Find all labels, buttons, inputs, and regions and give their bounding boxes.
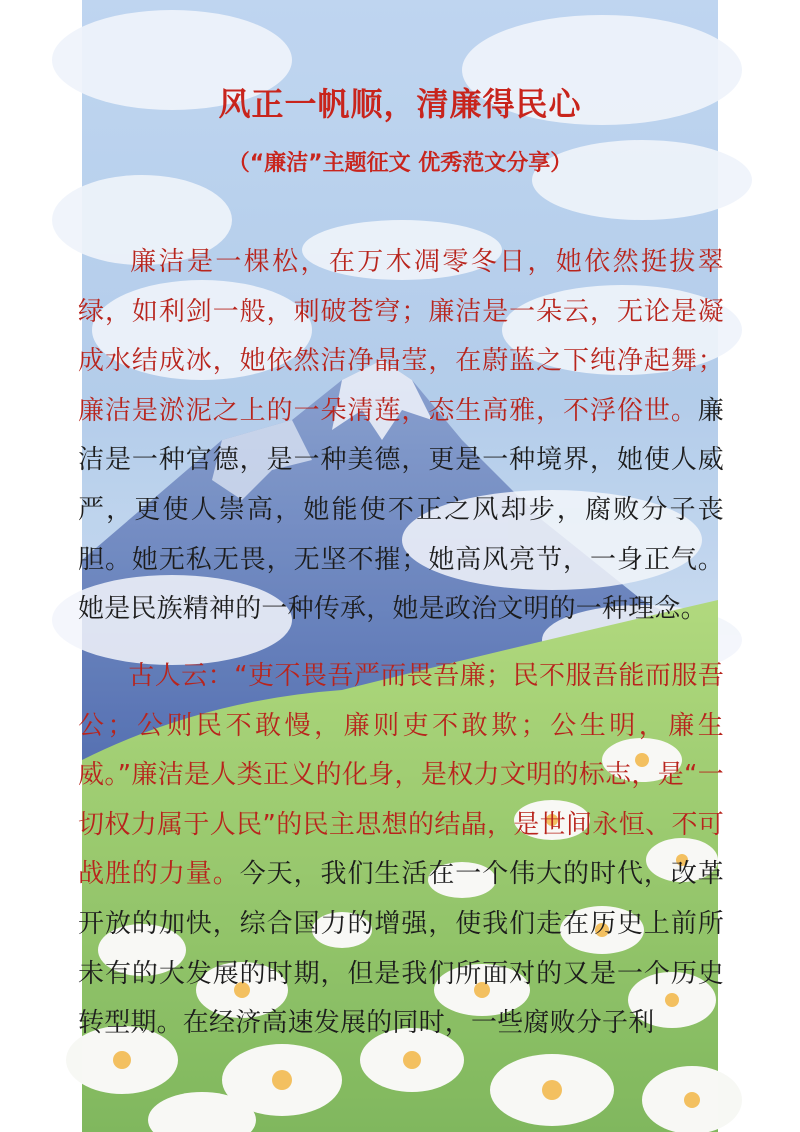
paragraph-2 bbox=[78, 652, 724, 1049]
essay-title: 风正一帆顺，清廉得民心 bbox=[218, 85, 582, 123]
paragraph-1-black-text: 廉洁是一种官德，是一种美德，更是一种境界，她使人威严，更使人崇高，她能使不正之风却步，腐败分子丧胆。她无私无畏，无坚不摧；她高风亮节，一身正气。她是民族精神的一种传承，她是政治文明的一种理念。 bbox=[78, 395, 724, 625]
essay-page bbox=[78, 0, 724, 1132]
paragraph-2-black-text: 今天，我们生活在一个伟大的时代，改革开放的加快，综合国力的增强，使我们走在历史上前所未有的大发展的时期，但是我们所面对的又是一个历史转型期。在经济高速发展的同时，一些腐败分子利 bbox=[78, 859, 724, 1039]
paragraph-2-red-text: 古人云：“吏不畏吾严而畏吾廉；民不服吾能而服吾公；公则民不敢慢，廉则吏不敢欺；公生明，廉生威。”廉洁是人类正义的化身，是权力文明的标志，是“一切权力属于人民”的民主思想的结晶，是世间永恒、不可战胜的力量。 bbox=[78, 661, 724, 890]
paragraph-1-red-text: 廉洁是一棵松，在万木凋零冬日，她依然挺拔翠绿，如利剑一般，刺破苍穹；廉洁是一朵云，无论是凝成水结成冰，她依然洁净晶莹，在蔚蓝之下纯净起舞；廉洁是淤泥之上的一朵清莲，态生高雅，不浮俗世。 bbox=[78, 247, 724, 426]
essay-subtitle: （“廉洁”主题征文 优秀范文分享） bbox=[227, 151, 573, 176]
paragraph-1 bbox=[78, 238, 724, 635]
